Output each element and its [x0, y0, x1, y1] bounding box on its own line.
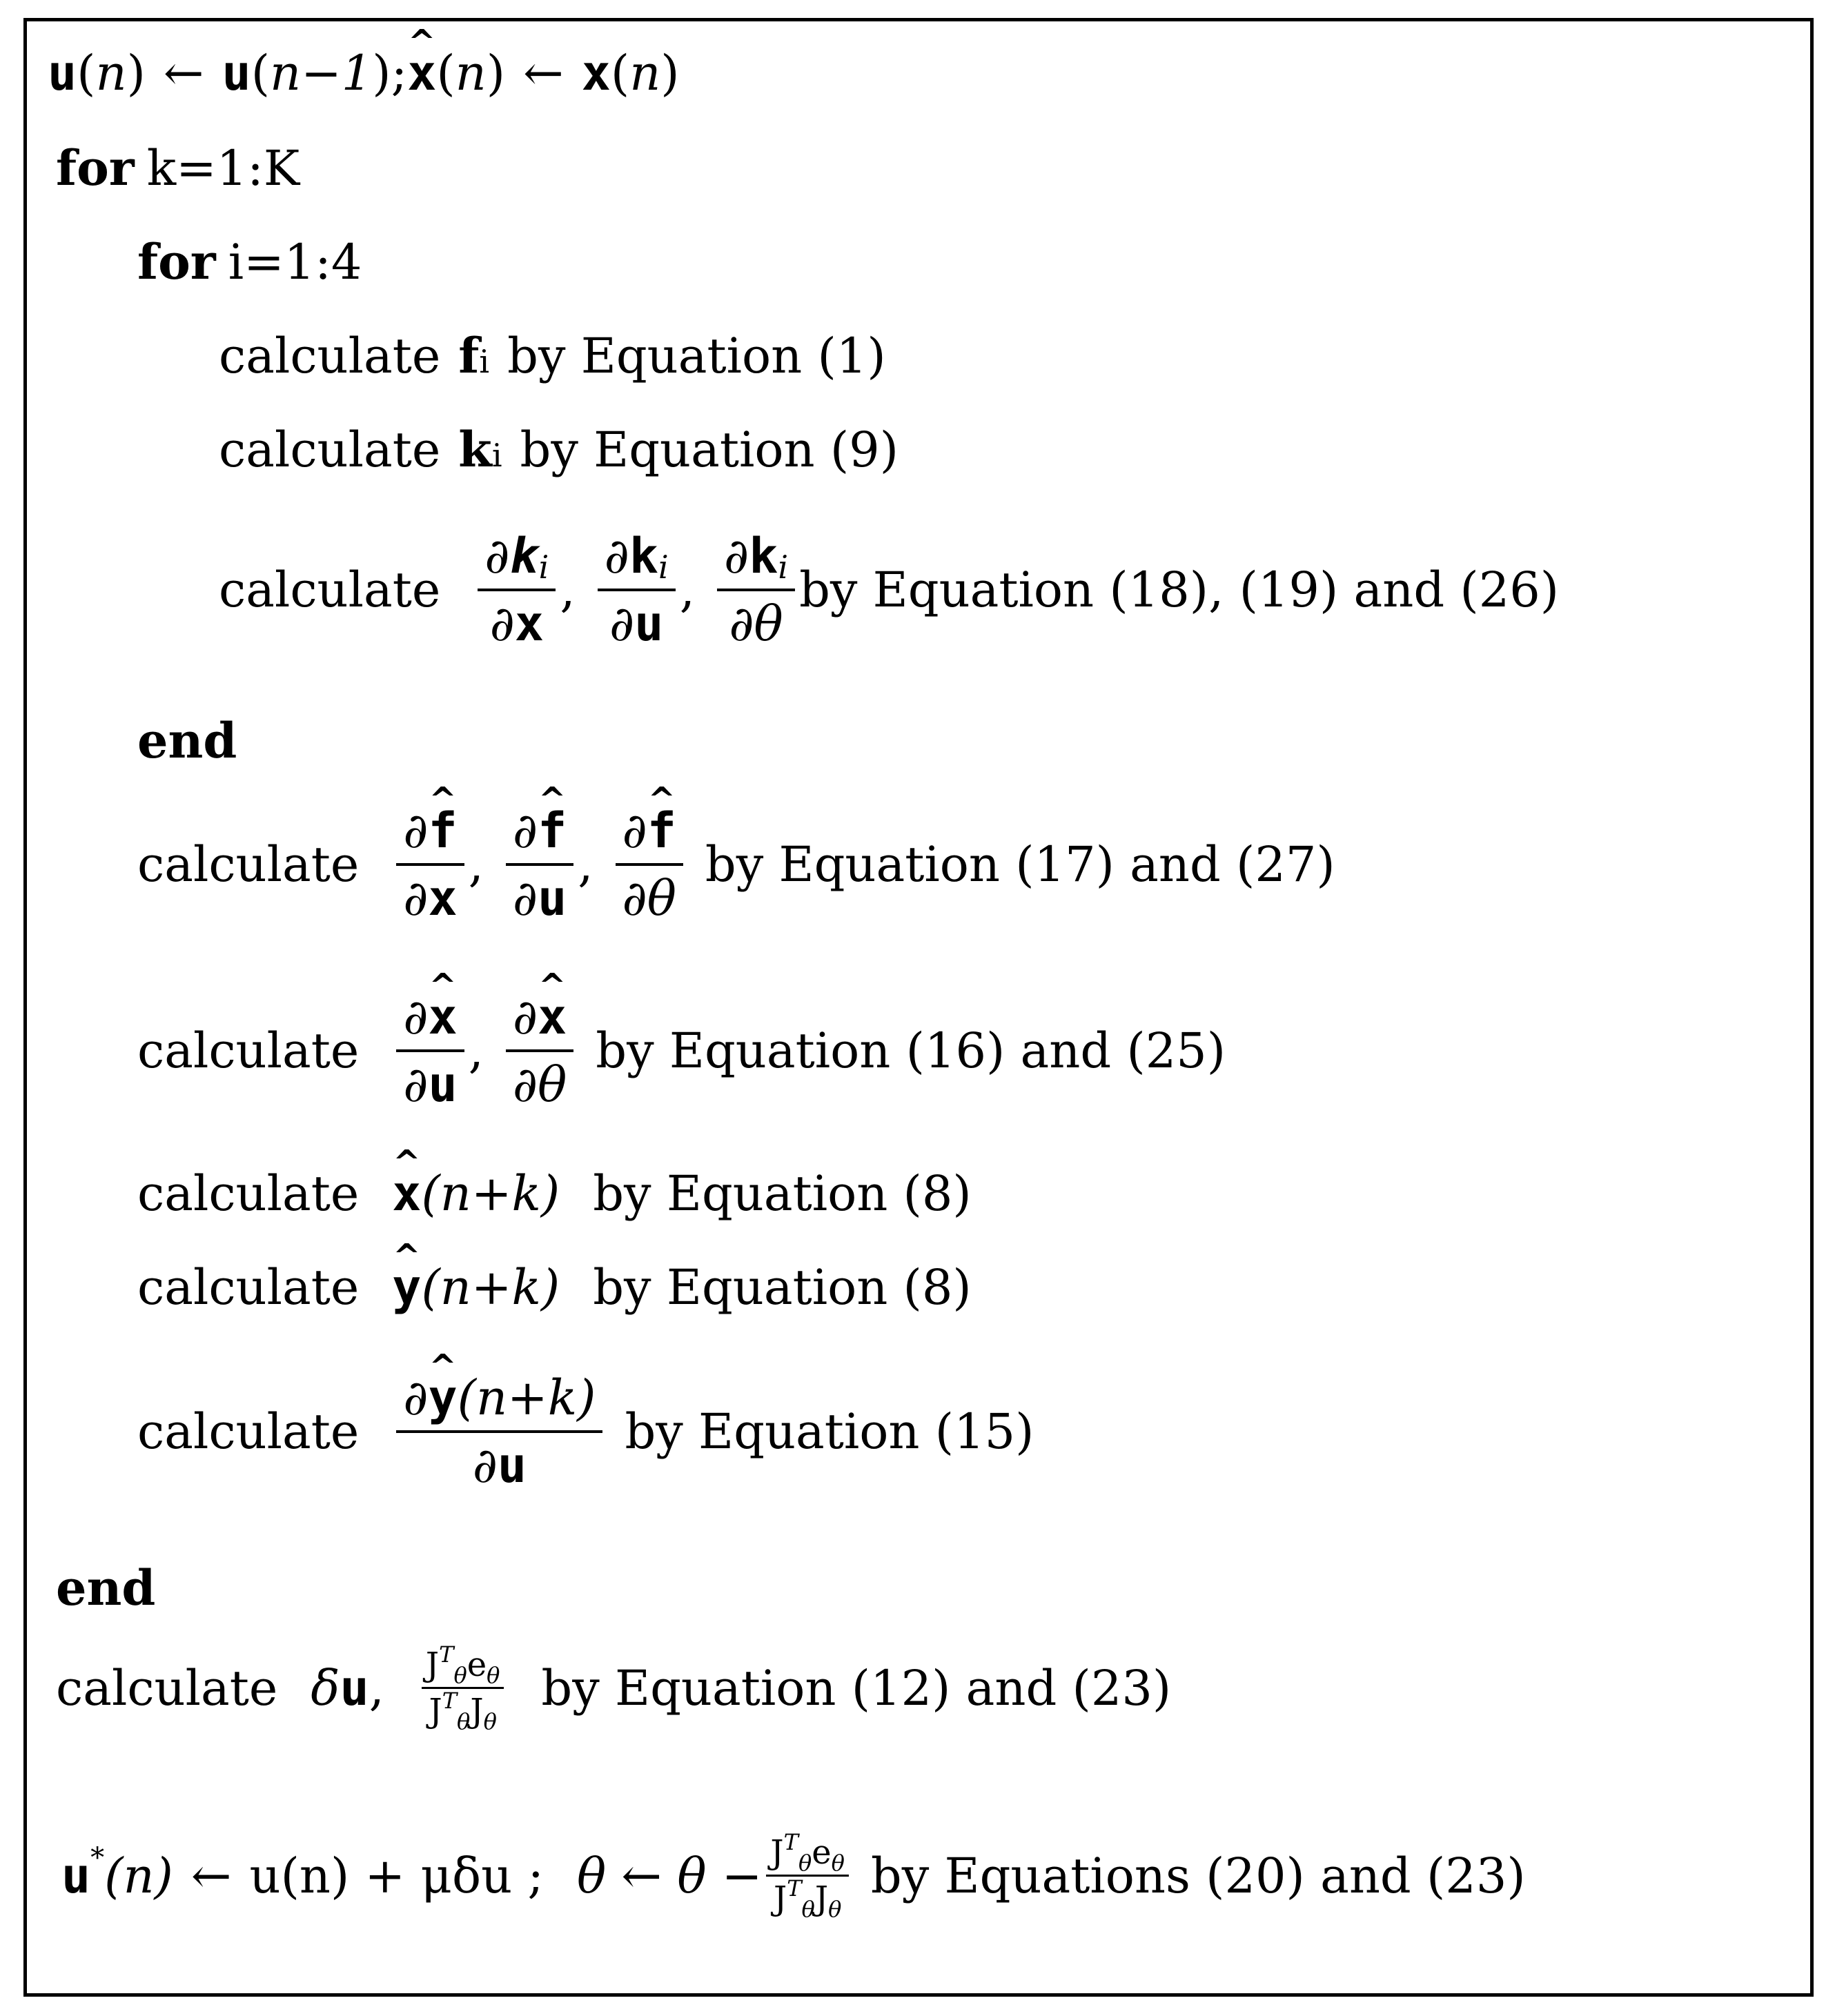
- for-outer-line: for k=1:K: [56, 139, 300, 197]
- calc-dk-line: calculate $\frac{\partial ki}{\partial x}$ , $\frac{\partial ki}{\partial u}$ , $\frac{\partial ki}{\partial\theta}$ by Equation (18), (19) and (26): [219, 528, 1560, 652]
- dx-dtheta-fraction: $\frac{\partial\^{} x}{\partial\theta}$: [506, 993, 573, 1109]
- dx-du-fraction: $\frac{\partial\^{} x}{\partial u}$: [396, 993, 464, 1109]
- jte-jtj-fraction: $\frac{J^T_\theta e_\theta}{J^T_\theta J_\theta}$: [422, 1648, 504, 1728]
- for-inner-line: for i=1:4: [137, 233, 362, 290]
- end-outer-line: end: [56, 1559, 156, 1617]
- calc-yhat-line: calculate ^ y (n+k) by Equation (8): [137, 1263, 972, 1312]
- dy-du-fraction: $\frac{\partial\^{} y(n+k)}{\partial u}$: [396, 1374, 602, 1490]
- end-inner-line: end: [137, 712, 237, 769]
- x-hat-symbol: ^ x: [407, 49, 436, 97]
- calc-dy-line: calculate $\frac{\partial\^{} y(n+k)}{\partial u}$ by Equation (15): [137, 1374, 1034, 1490]
- init-line: u ( n ) ← u ( n−1 ) ; ^ x ( n ) ← x ( n ): [48, 49, 680, 97]
- df-du-fraction: $\frac{\partial\^{} f}{\partial u}$: [506, 807, 573, 922]
- calc-xhat-line: calculate ^ x (n+k) by Equation (8): [137, 1169, 972, 1218]
- u-symbol: u: [48, 45, 77, 101]
- calc-k-line: calculate k i by Equation (9): [219, 421, 899, 478]
- df-dtheta-fraction: $\frac{\partial\^{} f}{\partial\theta}$: [616, 807, 683, 922]
- dk-dx-fraction: $\frac{\partial ki}{\partial x}$: [478, 532, 556, 648]
- update-line: u * (n) ← u(n) + μδu ; θ ← θ − $\frac{J^T_\theta e_\theta}{J^T_\theta J_\theta}$ by Equations (20) and (23): [61, 1829, 1526, 1922]
- theta-update-fraction: $\frac{J^T_\theta e_\theta}{J^T_\theta J_\theta}$: [766, 1836, 849, 1915]
- calc-dx-line: calculate $\frac{\partial\^{} x}{\partial u}$ , $\frac{\partial\^{} x}{\partial\theta}$ by Equation (16) and (25): [137, 993, 1226, 1109]
- algorithm-body: [27, 21, 1810, 1993]
- dk-du-fraction: $\frac{\partial ki}{\partial u}$: [598, 532, 676, 648]
- calc-f-line: calculate f i by Equation (1): [219, 327, 886, 384]
- dk-dtheta-fraction: $\frac{\partial ki}{\partial\theta}$: [717, 532, 795, 648]
- calc-df-line: calculate $\frac{\partial\^{} f}{\partial x}$ , $\frac{\partial\^{} f}{\partial u}$ , $\frac{\partial\^{} f}{\partial\theta}$ by Equation (17) and (27): [137, 807, 1335, 922]
- calc-du-line: calculate δ u , $\frac{J^T_\theta e_\theta}{J^T_\theta J_\theta}$ by Equation (12) and (23): [56, 1641, 1172, 1735]
- algorithm-frame: [23, 18, 1814, 1997]
- df-dx-fraction: $\frac{\partial\^{} f}{\partial x}$: [396, 807, 464, 922]
